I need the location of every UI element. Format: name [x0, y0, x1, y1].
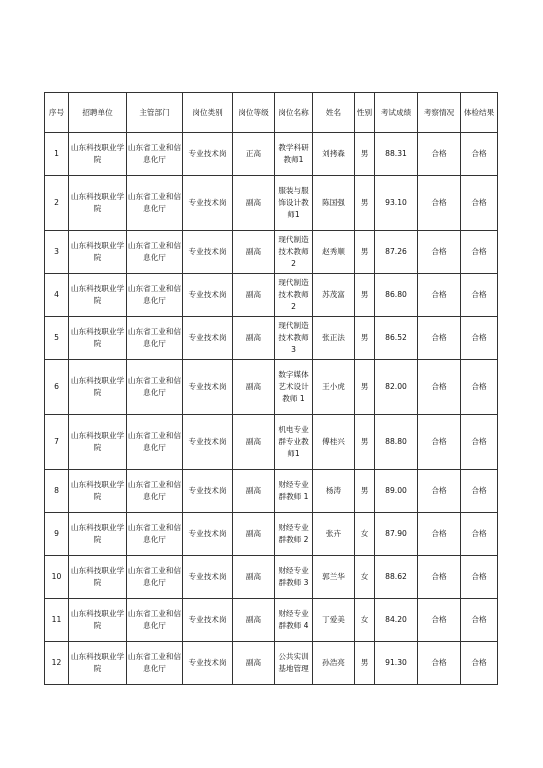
row-category: 专业技术岗 — [183, 176, 233, 231]
header-medical: 体检结果 — [461, 93, 498, 133]
row-category: 专业技术岗 — [183, 642, 233, 685]
row-name: 张卉 — [313, 513, 355, 556]
row-unit: 山东科技职业学院 — [69, 231, 127, 274]
row-no: 7 — [45, 415, 69, 470]
row-review: 合格 — [418, 231, 461, 274]
row-dept: 山东省工业和信息化厅 — [127, 642, 183, 685]
row-gender: 男 — [355, 231, 375, 274]
row-no: 3 — [45, 231, 69, 274]
results-table — [44, 92, 498, 685]
header-name: 姓名 — [313, 93, 355, 133]
row-dept: 山东省工业和信息化厅 — [127, 556, 183, 599]
row-score: 91.30 — [375, 642, 418, 685]
row-gender: 男 — [355, 133, 375, 176]
row-category: 专业技术岗 — [183, 470, 233, 513]
row-post: 财经专业群教师 4 — [275, 599, 313, 642]
header-level: 岗位等级 — [233, 93, 275, 133]
row-medical: 合格 — [461, 133, 498, 176]
row-dept: 山东省工业和信息化厅 — [127, 513, 183, 556]
row-gender: 男 — [355, 470, 375, 513]
row-review: 合格 — [418, 274, 461, 317]
row-level: 副高 — [233, 274, 275, 317]
row-medical: 合格 — [461, 415, 498, 470]
table-row — [45, 133, 498, 176]
row-review: 合格 — [418, 360, 461, 415]
header-unit: 招聘单位 — [69, 93, 127, 133]
row-score: 87.26 — [375, 231, 418, 274]
row-score: 89.00 — [375, 470, 418, 513]
row-category: 专业技术岗 — [183, 133, 233, 176]
row-no: 2 — [45, 176, 69, 231]
row-gender: 男 — [355, 415, 375, 470]
row-level: 副高 — [233, 415, 275, 470]
header-post: 岗位名称 — [275, 93, 313, 133]
row-no: 10 — [45, 556, 69, 599]
row-medical: 合格 — [461, 274, 498, 317]
row-medical: 合格 — [461, 599, 498, 642]
row-unit: 山东科技职业学院 — [69, 176, 127, 231]
row-level: 副高 — [233, 470, 275, 513]
row-category: 专业技术岗 — [183, 274, 233, 317]
header-row — [45, 93, 498, 133]
table-row — [45, 274, 498, 317]
row-gender: 男 — [355, 176, 375, 231]
row-name: 陈国强 — [313, 176, 355, 231]
row-unit: 山东科技职业学院 — [69, 360, 127, 415]
row-level: 副高 — [233, 556, 275, 599]
row-level: 副高 — [233, 176, 275, 231]
row-level: 副高 — [233, 317, 275, 360]
row-review: 合格 — [418, 470, 461, 513]
row-post: 财经专业群教师 2 — [275, 513, 313, 556]
row-medical: 合格 — [461, 642, 498, 685]
row-name: 傅桂兴 — [313, 415, 355, 470]
row-dept: 山东省工业和信息化厅 — [127, 415, 183, 470]
row-post: 机电专业群专业教师1 — [275, 415, 313, 470]
row-name: 赵秀顺 — [313, 231, 355, 274]
row-post: 现代制造技术教师 2 — [275, 274, 313, 317]
table-row — [45, 556, 498, 599]
row-review: 合格 — [418, 415, 461, 470]
table-row — [45, 360, 498, 415]
row-dept: 山东省工业和信息化厅 — [127, 470, 183, 513]
row-dept: 山东省工业和信息化厅 — [127, 231, 183, 274]
row-dept: 山东省工业和信息化厅 — [127, 317, 183, 360]
row-gender: 女 — [355, 513, 375, 556]
row-level: 副高 — [233, 513, 275, 556]
row-dept: 山东省工业和信息化厅 — [127, 599, 183, 642]
row-category: 专业技术岗 — [183, 599, 233, 642]
row-post: 现代制造技术教师 3 — [275, 317, 313, 360]
row-name: 孙浩亮 — [313, 642, 355, 685]
row-no: 11 — [45, 599, 69, 642]
row-dept: 山东省工业和信息化厅 — [127, 274, 183, 317]
row-review: 合格 — [418, 317, 461, 360]
table-row — [45, 176, 498, 231]
row-level: 副高 — [233, 231, 275, 274]
row-post: 教学科研教师1 — [275, 133, 313, 176]
table-row — [45, 231, 498, 274]
row-dept: 山东省工业和信息化厅 — [127, 133, 183, 176]
row-medical: 合格 — [461, 470, 498, 513]
row-name: 张正法 — [313, 317, 355, 360]
row-level: 副高 — [233, 360, 275, 415]
row-unit: 山东科技职业学院 — [69, 133, 127, 176]
row-no: 12 — [45, 642, 69, 685]
table-row — [45, 513, 498, 556]
row-gender: 女 — [355, 599, 375, 642]
row-score: 84.20 — [375, 599, 418, 642]
row-category: 专业技术岗 — [183, 360, 233, 415]
row-score: 86.52 — [375, 317, 418, 360]
row-gender: 男 — [355, 360, 375, 415]
header-score: 考试成绩 — [375, 93, 418, 133]
row-no: 9 — [45, 513, 69, 556]
header-dept: 主管部门 — [127, 93, 183, 133]
row-dept: 山东省工业和信息化厅 — [127, 176, 183, 231]
table-row — [45, 415, 498, 470]
row-review: 合格 — [418, 513, 461, 556]
row-level: 副高 — [233, 599, 275, 642]
header-gender: 性别 — [355, 93, 375, 133]
row-post: 财经专业群教师 3 — [275, 556, 313, 599]
row-score: 87.90 — [375, 513, 418, 556]
row-category: 专业技术岗 — [183, 415, 233, 470]
row-gender: 女 — [355, 556, 375, 599]
row-medical: 合格 — [461, 360, 498, 415]
table-row — [45, 599, 498, 642]
row-name: 郭兰华 — [313, 556, 355, 599]
row-score: 88.62 — [375, 556, 418, 599]
row-no: 8 — [45, 470, 69, 513]
row-name: 杨涛 — [313, 470, 355, 513]
row-no: 1 — [45, 133, 69, 176]
row-post: 公共实训基地管理 — [275, 642, 313, 685]
row-review: 合格 — [418, 642, 461, 685]
table-row — [45, 642, 498, 685]
row-no: 6 — [45, 360, 69, 415]
row-medical: 合格 — [461, 513, 498, 556]
row-unit: 山东科技职业学院 — [69, 317, 127, 360]
row-score: 88.80 — [375, 415, 418, 470]
row-review: 合格 — [418, 133, 461, 176]
row-post: 财经专业群教师 1 — [275, 470, 313, 513]
row-name: 王小虎 — [313, 360, 355, 415]
row-medical: 合格 — [461, 556, 498, 599]
row-unit: 山东科技职业学院 — [69, 642, 127, 685]
row-review: 合格 — [418, 599, 461, 642]
row-medical: 合格 — [461, 317, 498, 360]
row-name: 刘拷森 — [313, 133, 355, 176]
row-review: 合格 — [418, 556, 461, 599]
row-medical: 合格 — [461, 231, 498, 274]
header-category: 岗位类别 — [183, 93, 233, 133]
row-no: 5 — [45, 317, 69, 360]
table-row — [45, 470, 498, 513]
row-review: 合格 — [418, 176, 461, 231]
row-gender: 男 — [355, 642, 375, 685]
row-unit: 山东科技职业学院 — [69, 274, 127, 317]
row-name: 丁爱美 — [313, 599, 355, 642]
row-no: 4 — [45, 274, 69, 317]
row-post: 服装与服饰设计教师1 — [275, 176, 313, 231]
header-review: 考察情况 — [418, 93, 461, 133]
row-level: 正高 — [233, 133, 275, 176]
row-name: 苏茂富 — [313, 274, 355, 317]
row-category: 专业技术岗 — [183, 513, 233, 556]
row-level: 副高 — [233, 642, 275, 685]
row-post: 现代制造技术教师 2 — [275, 231, 313, 274]
row-medical: 合格 — [461, 176, 498, 231]
row-unit: 山东科技职业学院 — [69, 556, 127, 599]
row-score: 88.31 — [375, 133, 418, 176]
row-unit: 山东科技职业学院 — [69, 470, 127, 513]
row-category: 专业技术岗 — [183, 231, 233, 274]
row-category: 专业技术岗 — [183, 556, 233, 599]
row-dept: 山东省工业和信息化厅 — [127, 360, 183, 415]
row-score: 86.80 — [375, 274, 418, 317]
table-row — [45, 317, 498, 360]
row-score: 93.10 — [375, 176, 418, 231]
row-gender: 男 — [355, 317, 375, 360]
row-unit: 山东科技职业学院 — [69, 599, 127, 642]
row-gender: 男 — [355, 274, 375, 317]
row-post: 数字媒体艺术设计教师 1 — [275, 360, 313, 415]
row-unit: 山东科技职业学院 — [69, 415, 127, 470]
row-score: 82.00 — [375, 360, 418, 415]
header-no: 序号 — [45, 93, 69, 133]
row-category: 专业技术岗 — [183, 317, 233, 360]
table-body — [45, 133, 498, 685]
row-unit: 山东科技职业学院 — [69, 513, 127, 556]
